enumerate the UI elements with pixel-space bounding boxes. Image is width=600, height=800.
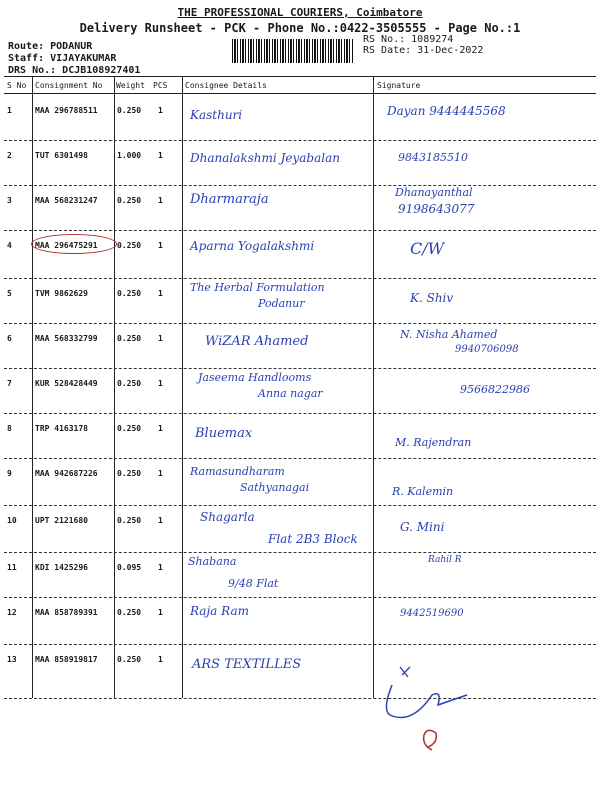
- row-separator: [4, 185, 596, 186]
- row-signature-text: 9843185510: [398, 151, 468, 164]
- row-consignee-text: Jaseema Handlooms: [198, 371, 312, 384]
- header-weight: Weight: [116, 81, 145, 90]
- row-consignee-text: Shabana: [188, 555, 237, 568]
- row-consignee-text: Shagarla: [200, 510, 255, 524]
- row-signature-text: 9442519690: [400, 608, 464, 619]
- row-weight: 0.250: [117, 608, 142, 617]
- row-pcs: 1: [158, 379, 163, 388]
- row-consignee-text: Raja Ram: [190, 604, 249, 618]
- row-weight: 0.250: [117, 469, 142, 478]
- row-sno: 9: [7, 469, 12, 478]
- row-pcs: 1: [158, 151, 163, 160]
- row-consignee-text: Kasthuri: [190, 108, 243, 122]
- row-signature-text: G. Mini: [400, 520, 445, 534]
- row-separator: [4, 278, 596, 279]
- row-separator: [4, 230, 596, 231]
- barcode: [232, 39, 354, 63]
- row-pcs: 1: [158, 289, 163, 298]
- rs-date: RS Date: 31-Dec-2022: [363, 45, 484, 56]
- document-title: Delivery Runsheet - PCK - Phone No.:0422-3505555 - Page No.:1: [79, 21, 521, 35]
- highlight-circle: [31, 234, 117, 254]
- table-bottom-border: [4, 698, 596, 699]
- row-separator: [4, 552, 596, 553]
- row-sno: 13: [7, 655, 17, 664]
- row-separator: [4, 644, 596, 645]
- row-consignment-no: TVM 9862629: [35, 289, 88, 298]
- signature-scribble: [372, 655, 482, 755]
- row-weight: 0.250: [117, 289, 142, 298]
- row-consignee-text: 9/48 Flat: [228, 577, 279, 590]
- row-pcs: 1: [158, 655, 163, 664]
- row-pcs: 1: [158, 241, 163, 250]
- rs-number: RS No.: 1089274: [363, 34, 454, 45]
- row-signature-text: N. Nisha Ahamed: [400, 328, 498, 341]
- row-consignment-no: KUR 528428449: [35, 379, 98, 388]
- row-consignee-text: Anna nagar: [258, 387, 323, 400]
- row-pcs: 1: [158, 563, 163, 572]
- row-signature-text: C/W: [410, 239, 445, 258]
- row-consignment-no: MAA 568231247: [35, 196, 98, 205]
- row-consignment-no: MAA 858789391: [35, 608, 98, 617]
- row-weight: 0.250: [117, 196, 142, 205]
- header-consignment: Consignment No: [35, 81, 103, 90]
- row-weight: 1.000: [117, 151, 142, 160]
- row-sno: 5: [7, 289, 12, 298]
- row-sno: 2: [7, 151, 12, 160]
- route-label: Route: PODANUR: [8, 41, 93, 52]
- row-sno: 1: [7, 106, 12, 115]
- row-consignee-text: Flat 2B3 Block: [268, 532, 358, 546]
- row-sno: 10: [7, 516, 17, 525]
- row-signature-text: M. Rajendran: [395, 436, 472, 449]
- row-consignee-text: Dhanalakshmi Jeyabalan: [190, 151, 340, 165]
- row-separator: [4, 597, 596, 598]
- row-pcs: 1: [158, 424, 163, 433]
- header-pcs: PCS: [153, 81, 168, 90]
- row-pcs: 1: [158, 608, 163, 617]
- column-divider: [373, 76, 374, 698]
- column-divider: [182, 76, 183, 698]
- row-signature-text: 9566822986: [460, 383, 530, 396]
- column-divider: [32, 76, 33, 698]
- table-top-border: [4, 76, 596, 77]
- column-divider: [114, 76, 115, 698]
- row-signature-text: Dayan 9444445568: [387, 104, 506, 118]
- row-weight: 0.250: [117, 516, 142, 525]
- row-pcs: 1: [158, 196, 163, 205]
- row-consignment-no: MAA 296788511: [35, 106, 98, 115]
- row-consignment-no: TUT 6301498: [35, 151, 88, 160]
- row-weight: 0.250: [117, 334, 142, 343]
- row-signature-text: Rahil R: [428, 555, 462, 565]
- row-sno: 4: [7, 241, 12, 250]
- row-pcs: 1: [158, 334, 163, 343]
- row-weight: 0.250: [117, 106, 142, 115]
- row-consignee-text: Bluemax: [195, 426, 253, 441]
- row-consignment-no: MAA 568332799: [35, 334, 98, 343]
- row-weight: 0.250: [117, 241, 142, 250]
- row-consignment-no: TRP 4163178: [35, 424, 88, 433]
- row-sno: 8: [7, 424, 12, 433]
- row-separator: [4, 368, 596, 369]
- row-consignee-text: The Herbal Formulation: [190, 281, 325, 294]
- row-weight: 0.095: [117, 563, 142, 572]
- row-separator: [4, 323, 596, 324]
- row-separator: [4, 458, 596, 459]
- row-pcs: 1: [158, 516, 163, 525]
- row-consignee-text: Sathyanagai: [240, 481, 310, 494]
- row-signature-text: Dhanayanthal: [395, 186, 473, 199]
- header-signature: Signature: [377, 81, 421, 90]
- drs-number: DRS No.: DCJB108927401: [8, 65, 141, 76]
- row-sno: 12: [7, 608, 17, 617]
- row-sno: 3: [7, 196, 12, 205]
- row-weight: 0.250: [117, 424, 142, 433]
- row-separator: [4, 140, 596, 141]
- row-weight: 0.250: [117, 655, 142, 664]
- row-consignee-text: Podanur: [258, 297, 305, 310]
- row-consignee-text: Dharmaraja: [190, 192, 269, 207]
- row-consignment-no: MAA 858919817: [35, 655, 98, 664]
- staff-label: Staff: VIJAYAKUMAR: [8, 53, 117, 64]
- header-consignee: Consignee Details: [185, 81, 267, 90]
- table-header-border: [4, 93, 596, 94]
- row-consignment-no: KDI 1425296: [35, 563, 88, 572]
- row-consignee-text: Ramasundharam: [190, 465, 285, 478]
- header-sno: S No: [7, 81, 27, 90]
- row-consignment-no: MAA 296475291: [35, 241, 98, 250]
- row-consignee-text: ARS TEXTILLES: [192, 657, 302, 672]
- row-sno: 7: [7, 379, 12, 388]
- row-pcs: 1: [158, 469, 163, 478]
- row-separator: [4, 505, 596, 506]
- row-consignment-no: UPT 2121680: [35, 516, 88, 525]
- row-consignee-text: WiZAR Ahamed: [205, 334, 309, 349]
- row-signature-text: 9940706098: [455, 344, 519, 355]
- row-consignment-no: MAA 942687226: [35, 469, 98, 478]
- row-signature-text: 9198643077: [398, 202, 475, 216]
- row-sno: 11: [7, 563, 17, 572]
- row-pcs: 1: [158, 106, 163, 115]
- row-weight: 0.250: [117, 379, 142, 388]
- row-signature-text: R. Kalemin: [392, 485, 454, 498]
- row-signature-text: K. Shiv: [410, 291, 454, 305]
- company-name: THE PROFESSIONAL COURIERS, Coimbatore: [177, 6, 423, 19]
- row-separator: [4, 413, 596, 414]
- row-sno: 6: [7, 334, 12, 343]
- row-consignee-text: Aparna Yogalakshmi: [190, 239, 315, 253]
